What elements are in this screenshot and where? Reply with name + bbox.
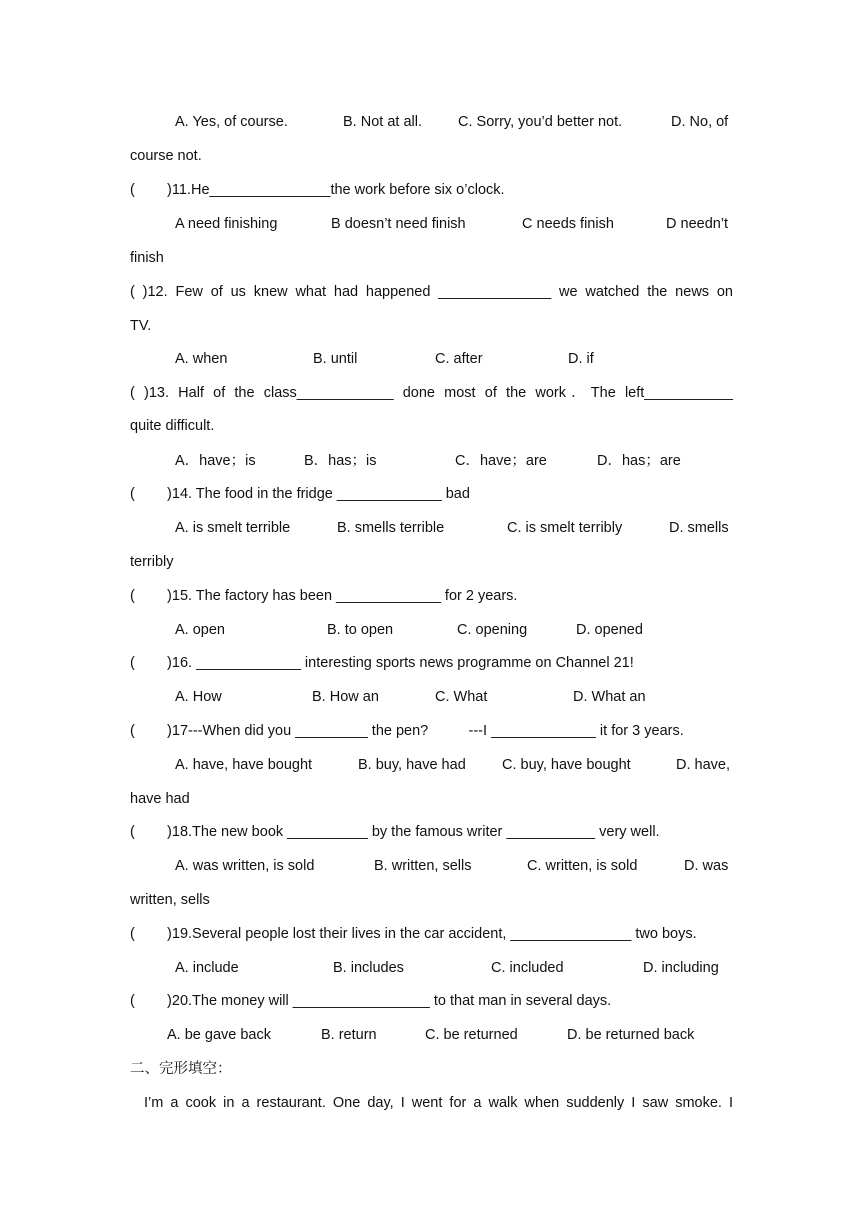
q16-stem: ( )16. _____________ interesting sports news programme on Channel 21! [130,655,634,671]
q17-stem: ( )17---When did you _________ the pen? ---I _____________ it for 3 years. [130,723,684,739]
cloze-paragraph: I’m a cook in a restaurant. One day, I went for a walk when suddenly I saw smoke. I [144,1095,733,1111]
q16-option-c: C. What [435,689,488,705]
q12-stem: ( )12. Few of us knew what had happened ______________ we watched the news on [130,284,733,300]
q20-option-d: D. be returned back [567,1027,695,1043]
q10-option-b: B. Not at all. [343,114,422,130]
q15-stem: ( )15. The factory has been _____________ for 2 years. [130,588,518,604]
q14-option-b: B. smells terrible [337,520,445,536]
q17-option-a: A. have, have bought [175,757,313,773]
q11-option-d: D needn’t [666,216,729,232]
q20-stem: ( )20.The money will _________________ to that man in several days. [130,993,612,1009]
q17-continuation: have had [130,791,190,807]
q19-stem: ( )19.Several people lost their lives in the car accident, _______________ two boys. [130,926,697,942]
q10-continuation: course not. [130,148,202,164]
q13-option-a: A．have；is [175,453,256,469]
q16-option-b: B. How an [312,689,379,705]
q13-continuation: quite difficult. [130,418,215,434]
q18-option-d: D. was [684,858,729,874]
q13-option-d: D．has；are [597,453,681,469]
q18-stem: ( )18.The new book __________ by the famous writer ___________ very well. [130,824,660,840]
q14-option-c: C. is smelt terribly [507,520,623,536]
q12-option-d: D. if [568,351,594,367]
q20-option-c: C. be returned [425,1027,518,1043]
q13-option-c: C．have；are [455,453,547,469]
q19-option-a: A. include [175,960,239,976]
q16-option-d: D. What an [573,689,646,705]
q12-option-b: B. until [313,351,358,367]
q15-option-a: A. open [175,622,225,638]
q18-option-b: B. written, sells [374,858,472,874]
q14-option-d: D. smells [669,520,729,536]
q11-option-c: C needs finish [522,216,614,232]
q14-stem: ( )14. The food in the fridge _____________ bad [130,486,470,502]
q19-option-b: B. includes [333,960,404,976]
q17-option-d: D. have, [676,757,730,773]
q14-continuation: terribly [130,554,174,570]
q19-option-c: C. included [491,960,564,976]
q18-option-c: C. written, is sold [527,858,638,874]
q18-continuation: written, sells [130,892,210,908]
q12-option-c: C. after [435,351,483,367]
q11-stem: ( )11.He_______________the work before six o’clock. [130,182,505,198]
q12-continuation: TV. [130,318,152,334]
q14-option-a: A. is smelt terrible [175,520,291,536]
q17-option-c: C. buy, have bought [502,757,631,773]
q11-option-a: A need finishing [175,216,278,232]
q20-option-a: A. be gave back [167,1027,271,1043]
q12-option-a: A. when [175,351,228,367]
q15-option-b: B. to open [327,622,394,638]
q11-option-b: B doesn’t need finish [331,216,466,232]
section-heading: 二、完形填空： [130,1061,232,1077]
q15-option-d: D. opened [576,622,643,638]
q10-option-d: D. No, of [671,114,729,130]
q11-continuation: finish [130,250,164,266]
q10-option-a: A. Yes, of course. [175,114,288,130]
q17-option-b: B. buy, have had [358,757,466,773]
q10-option-c: C. Sorry, you’d better not. [458,114,623,130]
q13-option-b: B．has；is [304,453,377,469]
q15-option-c: C. opening [457,622,528,638]
q20-option-b: B. return [321,1027,377,1043]
q13-stem: ( )13. Half of the class____________ done most of the work．The left___________ [130,385,733,401]
q16-option-a: A. How [175,689,222,705]
q18-option-a: A. was written, is sold [175,858,315,874]
q19-option-d: D. including [643,960,719,976]
